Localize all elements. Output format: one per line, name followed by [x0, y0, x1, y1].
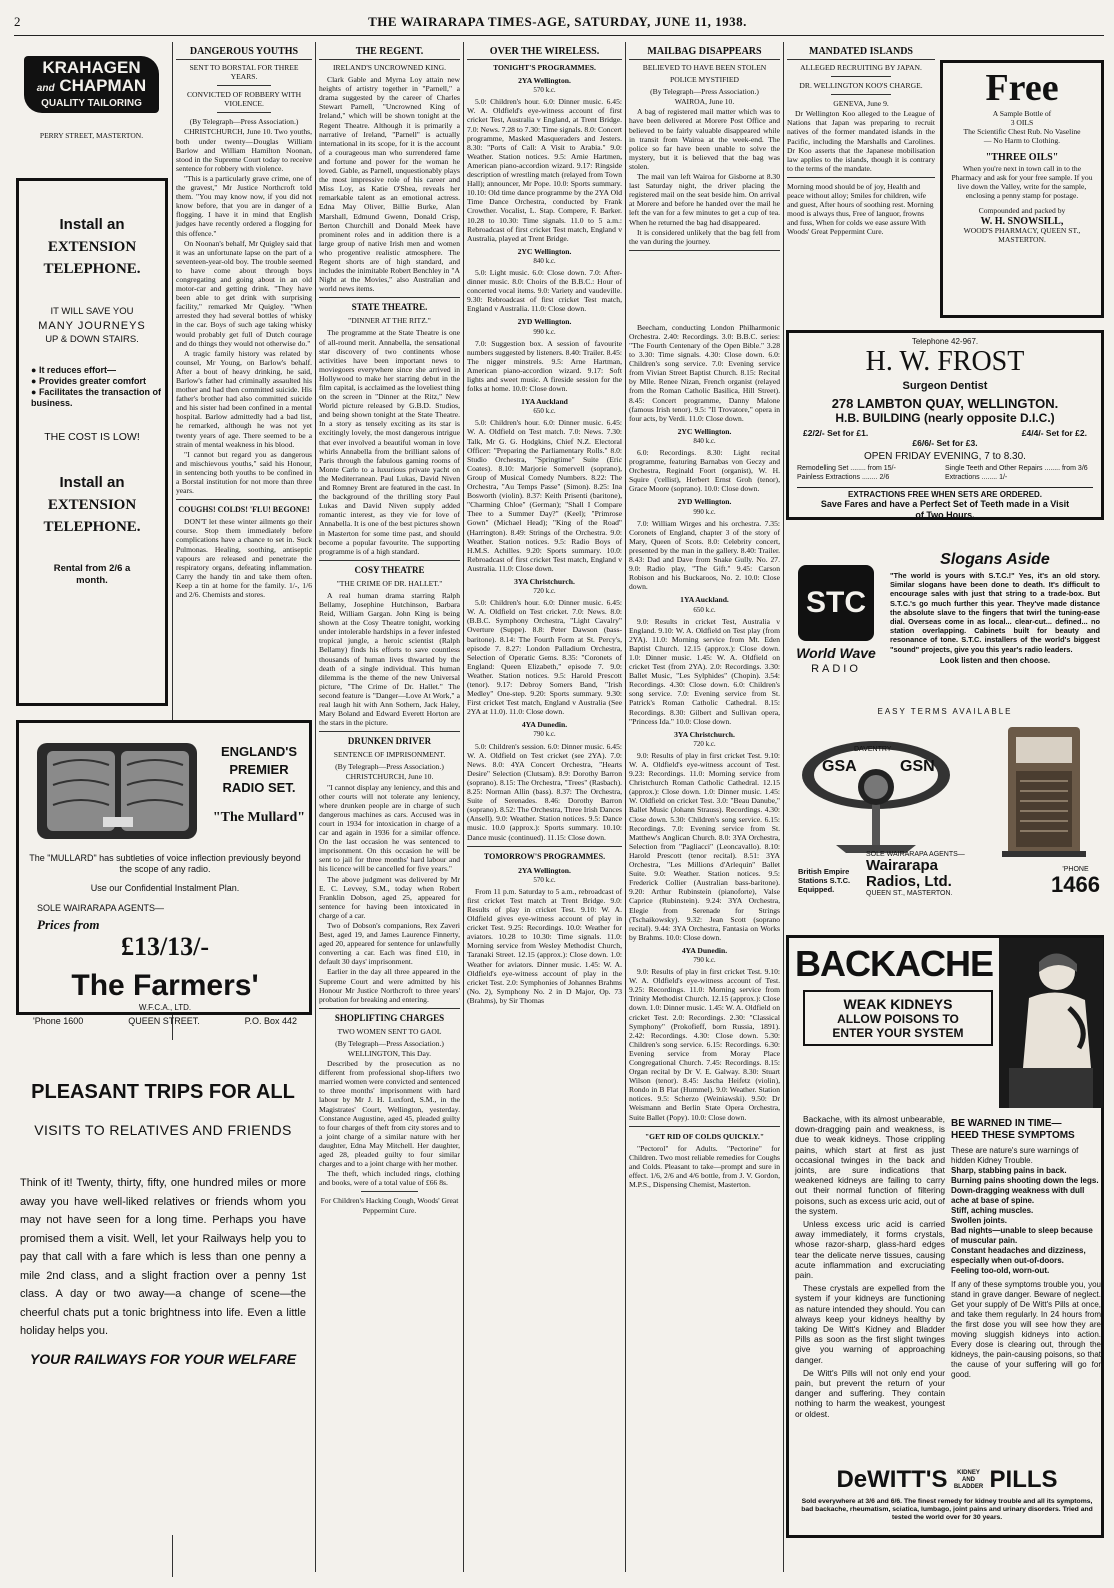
station-frequency: 650 k.c. — [533, 407, 556, 416]
subhead: TONIGHT'S PROGRAMMES. — [493, 63, 596, 72]
headline-mailbag-disappears: MAILBAG DISAPPEARS — [629, 46, 780, 60]
gsn-label: GSN — [900, 758, 935, 775]
article-paragraph: CHRISTCHURCH, June 10. Two youths, both under twenty—Douglas William Barlow and William Hamilton Noonan, stood in the Supreme Court today to receive sentence for robbery with violence. — [176, 127, 312, 173]
dateline: WELLINGTON, This Day. — [347, 1049, 432, 1058]
station-name: 1YA Auckland. — [680, 595, 729, 605]
article-paragraph: "I cannot but regard you as dangerous and mischievous youths," said his Honour, in sentencing both youths to be confined in a Borstal institution for not more than three years. — [176, 449, 312, 496]
extension-text: EXTENSION — [47, 239, 137, 255]
headline-over-the-wireless: OVER THE WIRELESS. — [467, 46, 622, 60]
page-number: 2 — [14, 14, 21, 29]
bullet-facilitates: ● Facilitates the transaction of business. — [31, 387, 161, 408]
look-listen-text: Look listen and then choose. — [939, 655, 1051, 665]
pectorol-ad-text: "Pectorol" for Adults. "Pectorine" for Children. Two most reliable remedies for Coughs and Colds. Pleasant to take—prompt and sure in effect. 1/6, 2/6 and 4/6 bottle, from J. V. Gordon, M.P.S., Dispensing Chemist, Masterton. — [629, 1143, 780, 1190]
headline-regent: THE REGENT. — [319, 46, 460, 60]
frost-open-hours: OPEN FRIDAY EVENING, 7 to 8.30. — [864, 451, 1026, 462]
radio-set-text: RADIO SET. — [222, 780, 296, 795]
stc-phone-number: 1466 — [1051, 872, 1100, 897]
station-frequency: 720 k.c. — [533, 587, 556, 596]
headline-drunken-driver: DRUNKEN DRIVER — [347, 736, 432, 747]
farmers-phone: 'Phone 1600 — [33, 1016, 84, 1026]
column-mailbag — [629, 42, 780, 1552]
article-paragraph: A bag of registered mail matter which was to have been delivered at Morere Post Office and believed to be fairly valuable disappeared while in transit from Wairoa at the week-end. The police so far have been unable to solve the mystery, but it is believed that the bag was stolen. — [629, 107, 780, 171]
symptom: Bad nights—unable to sleep because of muscular pain. — [951, 1226, 1093, 1245]
dewitts-brand: DeWITT'S — [836, 1466, 948, 1493]
subhead: "THE CRIME OF DR. HALLET." — [336, 578, 443, 588]
stc-body: "The world is yours with S.T.C.!" Yes, it's an old story. Similar slogans have been done to death. It's difficult to encourage sales with just that string to a trade-box. But S.T.C.'s go much further this year. They've made distance the absolute slave to the fingers that twirl the tuning-ease dial. Overseas come in as local... clear-cut... defined... no station overlapping. Cabinets built for beauty and resonance of tone. S.T.C. installers of the world's biggest "sound" projects, give you this year's radio leaders. — [890, 571, 1100, 654]
stc-microphone-illustration — [796, 725, 976, 860]
stc-agents: SOLE WAIRARAPA AGENTS— — [866, 851, 965, 858]
frost-ad-box — [786, 330, 1104, 520]
gsa-label: GSA — [822, 758, 857, 775]
instalment-plan-text: Use our Confidential Instalment Plan. — [90, 883, 240, 893]
column-dangerous-youths — [176, 42, 312, 662]
subhead: DR. WELLINGTON KOO'S CHARGE. — [799, 81, 923, 91]
frost-role: Surgeon Dentist — [902, 380, 988, 392]
visits-subtitle: VISITS TO RELATIVES AND FRIENDS — [34, 1122, 292, 1138]
frost-save-fares: Save Fares and have a Perfect Set of Teeth made in a Visit of Two Hours. — [820, 499, 1070, 520]
station-name: 2YC Wellington. — [677, 426, 732, 436]
dateline: CHRISTCHURCH, June 10. — [345, 772, 434, 782]
station-frequency: 790 k.c. — [693, 955, 716, 964]
subhead: ALLEGED RECRUITING BY JAPAN. — [800, 63, 922, 72]
price-set-2: £4/4/- Set for £2. — [1021, 428, 1087, 438]
article-paragraph: The programme at the State Theatre is one of all-round merit. Annabella, the sensational star discovery of two continents whose activities have been important news to moviegoers everywhere since she arrived in Hollywood to make her starring debut in the film capital, is acclaimed as the loveliest thing on the screen in "Dinner at the Ritz," New World picture released by G.B.D. Studios, and being shown tonight at the State Theatre. In a story as tensely exciting as its star is excitingly lovely, the most dangerous intrigue that ever involved a beautiful woman in love whirls Annabella from the brilliant salons of Paris through the fabulous gaming rooms of Monte Carlo to a luxurious private yacht on the Mediterranean. Paul Lukas, David Niven and Romney Brent are featured in the cast. In the background of the thrilling story Paul Lukas and David Niven supply added romantic interest, as they vie for love of Annabella. It is one of the best pictures shown in Masterton for some time past, and should become a popular favourite. The supporting programme is of a high standard. — [319, 328, 460, 556]
station-frequency: 570 k.c. — [533, 86, 556, 95]
install-an-text: Install an — [59, 216, 125, 233]
free-body: When you're next in town call in to the Pharmacy and ask for your free sample. If you live down the Valley, write for the sample, enclosing a penny stamp for postage. — [951, 164, 1093, 200]
column-entertainments — [319, 42, 460, 1552]
railways-ad — [14, 1040, 312, 1535]
empire-stations-text: British Empire Stations S.T.C. Equipped. — [798, 867, 851, 894]
station-frequency: 570 k.c. — [533, 875, 556, 884]
byline: (By Telegraph—Press Association.) — [189, 117, 299, 127]
snowsill-name: W. H. SNOWSILL, — [980, 216, 1064, 227]
save-you-text: IT WILL SAVE YOU — [50, 306, 134, 317]
wfca-text: W.F.C.A., LTD. — [138, 1003, 192, 1012]
dewitt-paragraph: Unless excess uric acid is carried away immediately, it forms crystals, whose razor-sharp, glass-hard edges tear the delicate nerve tissues, causing acute inflammation and excruciating pain. — [795, 1219, 945, 1281]
subhead: CONVICTED OF ROBBERY WITH VIOLENCE. — [186, 90, 302, 109]
headline-mandated-islands: MANDATED ISLANDS — [787, 46, 935, 60]
stc-logo — [798, 565, 874, 641]
kidney-warning-box — [803, 990, 993, 1046]
daventry-label: DAVENTRY — [854, 746, 892, 753]
pills-text: PILLS — [989, 1466, 1058, 1493]
headline-shoplifting: SHOPLIFTING CHARGES — [334, 1012, 445, 1023]
headline-tomorrows-programmes: TOMORROW'S PROGRAMMES. — [483, 851, 606, 861]
chapman-name: CHAPMAN — [59, 76, 147, 95]
programme-listing: 5.0: Children's hour. 6.0: Dinner music. 6.45: W. A. Oldfield on Test match. 7.0: News. 7.30: Talk, Mr G. G. Hodgkins, Chief N.Z. Electoral Officer: "Preparing the Parliamentary Rolls." 8.0: Studio Orchestra, "Springtime" Suite (Eric Coates). 8.10: Marjorie Somervell (soprano), Group of Musical Comedy Numbers. 8.22: The Orchestra, "Au Temps Passe" (Simon). 8.25: Ina Bosworth (violin). 8.37: Keith Prisenti (baritone), "Charming Chloe" (German); "Shall I Compare Thee to a Summer Day?" (Keel); "Primrose Gown" (Michael Head); "King of the Road" (Harrington). 8.49: Strings of the Orchestra. 9.0: Weather. Station notices. 9.5: Radio Boys of H.M.S. Achilles. 9.20: Sports summary. 10.0: Rebroadcast of first cricket Test match, England v Australia. 11.0: Close down. — [467, 418, 622, 573]
article-paragraph: A real human drama starring Ralph Bellamy, Josephine Hutchinson, Barbara Reid, William Gargan. John King is being shown at the Cosy Theatre tonight, working under intolerable hardships in a fever infested tropical jungle, a heroic scientist (Ralph Bellamy) finds his efforts to save countless thousands of human lives thwarted by the death of a single individual. This human dilemma is the theme of the new Universal picture, "The Crime of Dr. Hallet." The second feature is "Danger—Love At Work," a real laugh hit with Ann Sothern, Jack Haley, Mary Boland and Edward Everett Horton are the stars in the picture. — [319, 590, 460, 728]
subhead: "DINNER AT THE RITZ." — [348, 316, 431, 326]
programme-listing: From 11 p.m. Saturday to 5 a.m., rebroadcast of first cricket Test match at Trent Bridge. 9.0: Results of play in cricket Test. 9.10: W. A. Oldfield gives eye-witness account of play in cricket Test. 9.25: Recordings. 10.0: Weather for aviators. 10.28 to 10.30: Time signals. 11.0: Morning service from Wesley Methodist Church, Taranaki Street. 12.15 (approx.): Close down. 1.0: Weather for aviators. Dinner music. 1.45: W. A. Oldfield's eye-witness account of play in the cricket Test. 2.0: Symphonies of Johannes Brahms (No. 2), Symphony No. 2 in D Major, Op. 73 (Brahms), by Sir Thomas — [467, 886, 622, 1005]
sample-bottle-text: A Sample Bottle of — [992, 109, 1052, 118]
rental-text: Rental from 2/6 a month. — [53, 563, 131, 586]
programme-listing: 6.0: Recordings. 8.30: Light recital programme, featuring Barnabas von Geczy and Orchestra, Reginald Foort (organist), W. H. Squire ('cellist), Herbert Ernst Groh (tenor), Grace Moore (soprano). 10.0: Close down. — [629, 448, 780, 494]
station-name: 2YC Wellington. — [517, 246, 572, 256]
station-frequency: 720 k.c. — [693, 739, 716, 748]
station-name: 2YD Wellington. — [517, 317, 572, 327]
dewitt-footer: Sold everywhere at 3/6 and 6/6. The finest remedy for kidney trouble and all its symptoms, bad backache, rheumatism, sciatica, lumbago, joint pains and urinary disorders. Tried and tested the world over for 30 years. — [801, 1498, 1093, 1521]
prices-from-text: Prices from — [37, 917, 100, 932]
subhead: TWO WOMEN SENT TO GAOL — [337, 1026, 442, 1036]
subhead: BELIEVED TO HAVE BEEN STOLEN — [642, 63, 767, 72]
article-paragraph: Described by the prosecution as no different from professional shop-lifters two married women were convicted and sentenced to three months' imprisonment with hard labour by Mr J. H. Luxford, S.M., in the Magistrates' Court, Wellington, yesterday. Constance Augustine, aged 45, pleaded guilty to four charges of theft from city stores and to a joint charge of a similar nature with her daughter, Edna May Mitchell. Her daughter, aged 28, pleaded guilty to four similar charges and to a joint charge with her mother. — [319, 1059, 460, 1169]
dateline: WAIROA, June 10. — [674, 97, 735, 107]
programme-listing: 9.0: Results of play in first cricket Test. 9.10: W. A. Oldfield's eye-witness account of Test. 9.23: Recordings. 11.0: Morning service from Christchurch Roman Catholic Cathedral. 12.15 (approx.): Close down. 1.0: Dinner music. 1.45: W. Oldfield on cricket Test. 3.0: "Beau Danube," Ballet Music (Johann Strauss). Recordings. 4.30: Close down. 5.30: Children's song service. 6.15: Recordings. 7.0: Evening service from St. Matthew's Anglican Church. 8.0: 3YA Orchestra, Selection from "Pagliacci" (Leoncavallo). 8.10: Harold Prescott (tenor recital). 8.51: 3YA Orchestra, "Les Millions d'Arlequin" Ballet Suite. 9.0: Weather. Station notices. 9.5: Frederick Collier (Australian bass-baritone). 9.20: Arthur Rubinstein (pianoforte), Valse Caprice (Rubinstein). 9.24: 3YA Orchestra, Elegie from Serenade for Strings (Tschaikowsky). 9.32: Jean Scott (soprano recital). 9.44: 3YA Orchestra, Fantasia on Works by Brahms. 10.0: Close down. — [629, 750, 780, 942]
subhead: IRELAND'S UNCROWNED KING. — [333, 63, 446, 72]
symptom: Constant headaches and dizziness, especially when out-of-doors. — [951, 1246, 1086, 1265]
frost-name: H. W. FROST — [865, 346, 1025, 377]
subhead: SENT TO BORSTAL FOR THREE YEARS. — [189, 63, 299, 82]
frost-building: H.B. BUILDING (nearly opposite D.I.C.) — [835, 411, 1055, 425]
byline: (By Telegraph—Press Association.) — [335, 762, 444, 772]
article-paragraph: A tragic family history was related by counsel, Mr Young, on Barlow's behalf. After a bout of heavy drinking, he said, Barlow's father had criminally assaulted his mother and had then committed suicide. His father's brother had also committed suicide and his sister had been confined in a mental hospital. Barlow admittedly had a bad list, he remarked, although he was not yet twenty years of age. There seemed to be a strain of mental weakness in his blood. — [176, 348, 312, 449]
station-name: 2YA Wellington. — [518, 865, 571, 875]
bullet-reduces-effort: ● It reduces effort— — [31, 365, 116, 375]
station-name: 2YA Wellington. — [518, 76, 571, 86]
cost-is-low-text: THE COST IS LOW! — [44, 431, 140, 443]
price-set-1: £2/2/- Set for £1. — [803, 428, 869, 438]
article-paragraph: Clark Gable and Myrna Loy attain new heights of artistry together in "Parnell," a drama suggested by the career of Charles Stewart Parnell, "Uncrowned King of Ireland," which will be shown tonight at the Regent Theatre. Although it is primarily a narrative of Ireland, "Parnell" is actually international in its scope, for it is the account of a courageous man who surrendered fame and fortune and power for the woman he loved. Gable, as Parnell, unquestionably plays the most impressive role of his career and Miss Loy, as Katie O'Shea, reveals her remarkable talent as an emotional actress. Edna May Oliver, Billie Burke, Alan Marshall, Edmund Gwenn, Donald Crisp, Berton Churchill and Donald Meek have prominent roles and in addition there is a large group of native Irish men and women who progentive realistic atmosphere. The Regent shorts are of high standard, and includes the inimitable Robert Benchley in "A Night at the Movies," also Australian and world news items. — [319, 75, 460, 294]
programme-listing: 9.0: Results of play in first cricket Test. 9.10: W. A. Oldfield's eye-witness account of Test. 9.25: Recordings. 11.0: Morning service from Trinity Methodist Church. 12.15 (approx.): Close down. 1.0: Dinner music. 1.45: W. A. Oldfield on cricket Test. 2.0: Recordings. 2.30: "Classical Symphony" (Prokofieff, born Russia, 1891). 2.42: Recordings. 4.30: Close down. 5.30: Children's song service. 6.15: Recordings. 6.30: Evening service from Moray Place Congregational Church. 7.45: Recordings. 8.15: Organ recital by Dr V. E. Galway. 8.30: Stuart Wilson (tenor). 8.45: Jascha Heifetz (violin), Rondo in B Flat (Hummel). 9.0: Weather. Station notices. 9.5: Scherzo (Weiniawski). 9.50: Dr Weismann and Berlin State Opera Orchestra, Suite Ballet (Popy). 10.0: Close down. — [629, 967, 780, 1122]
dewitts-pills-ad — [786, 935, 1104, 1538]
column-rule — [625, 42, 626, 1572]
radio-text: RADIO — [811, 663, 861, 675]
compounded-by-text: Compounded and packed by — [978, 206, 1066, 215]
telephone-text-2: TELEPHONE. — [43, 519, 141, 535]
article-paragraph: On Noonan's behalf, Mr Quigley said that it was an unfortunate lapse on the part of a seventeen-year-old boy. The trouble seemed to have come about through boys congregating and going about in an old motor-car and getting drink. "They have been able to get drink with surprising facility," remarked Mr Quigley. "When arrested they had several bottles of whisky in the car. Boys of such age taking whisky would probably get full of Dutch courage and do things they would not otherwise do." — [176, 238, 312, 348]
slogans-aside-title: Slogans Aside — [940, 551, 1050, 568]
programme-listing: 5.0: Children's hour. 6.0: Dinner music. 6.45: W. A. Oldfield on Test cricket. 7.0: News. 8.0: (B.B.C. Symphony Orchestra, "Light Cavalry" Overture (Suppe). 8.8: Peter Dawson (bass-baritone). 8.14: The Fourth Form at St. Percy's, episode 7. 8.27: London Palladium Orchestra, Selection of Operatic Gems. 8.35: "Coronets of England: Queen Elizabeth," episode 7. 9.0: Weather. Station notices. 9.5: Harold Prescott (tenor). 9.17: Debroy Somers Band, "Irish Medley" One-step. 9.20: Sports summary. 9.30: First cricket Test match, England v Australia (See 2YA at 11.0). 11.0: Close down. — [467, 598, 622, 717]
subhead: POLICE MYSTIFIED — [670, 75, 739, 85]
station-frequency: 790 k.c. — [533, 730, 556, 739]
byline: (By Telegraph—Press Association.) — [650, 87, 759, 97]
symptom: Sharp, stabbing pains in back. — [951, 1166, 1067, 1175]
allow-poisons: ALLOW POISONS TO — [837, 1012, 959, 1026]
frost-address: 278 LAMBTON QUAY, WELLINGTON. — [831, 396, 1059, 411]
pulmonas-ad-text: DON'T let these winter ailments go their course. Stop them immediately before complications have a chance to set in. Suck Pulmonas. Healing, soothing, antiseptic vapours are released and penetrate the respiratory organs, defeating inflammation. Carry the handy tin and take them often. Keep a tin at home for the family. 1/-, 1/6 and 2/6. Chemists and stores. — [176, 517, 312, 599]
install-an-text-2: Install an — [59, 474, 125, 491]
symptom: Stiff, aching muscles. — [951, 1206, 1034, 1215]
station-name: 4YA Dunedin. — [681, 945, 728, 955]
mullard-description: The "MULLARD" has subtleties of voice inflection previously beyond the scope of any radio. — [29, 853, 301, 874]
warnings-intro: These are nature's sure warnings of hidden Kidney Trouble. — [951, 1146, 1079, 1165]
krahagen-address: PERRY STREET, MASTERTON. — [39, 131, 144, 140]
dewitt-tail: If any of these symptoms trouble you, you stand in grave danger. Beware of neglect. Get your supply of De Witt's Pills at once, and take them regularly. In 24 hours from the first dose you will see how they are moving sluggish kidneys into action. Every dose is clearing out, through the kidneys, the pain-causing poisons, so that the cause of your suffering will go for good. — [951, 1280, 1101, 1379]
three-oils-free-ad — [940, 60, 1104, 318]
telephone-text: TELEPHONE. — [43, 261, 141, 277]
wairarapa-radios: Wairarapa — [866, 857, 938, 874]
sole-agents-text: SOLE WAIRARAPA AGENTS— — [37, 903, 165, 913]
krahagen-chapman-ad — [14, 44, 169, 152]
railways-slogan: YOUR RAILWAYS FOR YOUR WELFARE — [29, 1350, 297, 1367]
station-name: 1YA Auckland — [521, 397, 568, 407]
backache-headline: BACKACHE — [795, 943, 993, 984]
extractions-free: EXTRACTIONS FREE WHEN SETS ARE ORDERED. — [797, 487, 1093, 499]
article-paragraph: Earlier in the day all three appeared in the Supreme Court and were admitted by his Honour Mr Justice Northcroft to three years' probation for breaking and entering. — [319, 967, 460, 1004]
programme-listing: Beecham, conducting London Philharmonic Orchestra. 2.40: Recordings. 3.0: B.B.C. series: "The Fourth Centenary of the Open Bible." 3.28 to 3.30: Time signals. 4.30: Close down. 6.0: Children's song service. 7.0: Evening service from Vivian Street Baptist Church. 8.15: Recital by Mlle. Renee Nizan, French organist (relayed from the Roman Catholic Basilica, Hill Street). 8.45: Concert programme, Danny Malone (famous Irish tenor). 9.5: "Il Trovatore," opera in four acts, by Verdi. 11.0: Close down. — [629, 322, 780, 423]
byline: (By Telegraph—Press Association.) — [335, 1038, 444, 1048]
free-big-text: Free — [985, 67, 1059, 109]
column-wireless — [467, 42, 622, 1552]
symptom: Feeling too-old, worn-out. — [951, 1266, 1050, 1275]
repair-price: Remodelling Set ........ from 15/- — [797, 465, 896, 472]
englands-text: ENGLAND'S — [220, 744, 298, 759]
symptom: Burning pains shooting down the legs. — [951, 1176, 1099, 1185]
farmers-street: QUEEN STREET. — [128, 1016, 200, 1026]
and-script: and — [36, 83, 55, 94]
repair-price: Painless Extractions ........ 2/6 — [797, 474, 890, 481]
column-rule — [783, 42, 784, 1572]
many-journeys-text: MANY JOURNEYS — [38, 320, 146, 332]
article-paragraph: "This is a particularly grave crime, one of the gravest," Mr Justice Northcroft told them. "You may know now, if you did not know before, that you are in danger of a flogging. I have it in mind that English judges have recently ordered a flogging for this offence." — [176, 173, 312, 238]
three-oils-heading: "THREE OILS" — [985, 152, 1059, 163]
station-name: 2YD Wellington. — [677, 497, 732, 507]
dewitt-paragraph: De Witt's Pills will not only end your pain, but prevent the return of your danger and suffering. They contain nothing to harm the weakest, youngest or oldest. — [795, 1367, 945, 1419]
station-frequency: 650 k.c. — [693, 605, 716, 614]
three-oils-small: 3 OILS — [1010, 118, 1034, 127]
headline-cosy-theatre: COSY THEATRE — [354, 564, 425, 575]
subhead: SENTENCE OF IMPRISONMENT. — [333, 750, 446, 760]
enter-system: ENTER YOUR SYSTEM — [832, 1026, 964, 1040]
phone-label: 'PHONE — [1062, 866, 1089, 873]
article-paragraph: Dr Wellington Koo alleged to the League of Nations that Japan was preparing to recruit natives of the former mandated islands in the Pacific, including the Marshalls and Carolines. Dr Koo asserts that the Japanese mobilisation law applies to the islands, though it is contrary to the terms of the mandate. — [787, 109, 935, 173]
mullard-radio-ad — [16, 720, 312, 1026]
pleasant-trips-title: PLEASANT TRIPS FOR ALL — [31, 1081, 295, 1103]
quality-tailoring: QUALITY TAILORING — [41, 98, 142, 109]
headline-get-rid-of-colds: "GET RID OF COLDS QUICKLY." — [644, 1131, 765, 1141]
stc-logo-text: STC — [806, 586, 866, 619]
article-paragraph: Two of Dobson's companions, Rex Zaveri Best, aged 19, and James Laurence Finnerty, aged 20, appeared for sentence for unlawfully converting a car. Each was fined £10, in default 30 days' imprisonment. — [319, 920, 460, 967]
heed-symptoms: HEED THESE SYMPTOMS — [951, 1130, 1075, 1141]
column-rule — [315, 42, 316, 1572]
programme-listing: 5.0: Light music. 6.0: Close down. 7.0: After-dinner music. 8.0: Choirs of the B.B.C.: Hour of concerted vocal items. 9.0: Variety and vaudeville. 9.30: Rebroadcast of first cricket Test match, England v Australia. 11.0: Close down. — [467, 267, 622, 314]
free-description: The Scientific Chest Rub. No Vaseline— No Harm to Clothing. — [963, 127, 1081, 145]
farmers-po-box: P.O. Box 442 — [244, 1016, 297, 1026]
article-paragraph: The theft, which included rings, clothing and books, were of a total value of £66 8s. — [319, 1169, 460, 1188]
be-warned: BE WARNED IN TIME— — [951, 1118, 1062, 1129]
station-frequency: 840 k.c. — [693, 436, 716, 445]
dewitt-paragraph: These crystals are expelled from the system if your kidneys are functioning as nature intended they should. You can always keep your kidneys healthy by taking De Witt's Kidney and Bladder Pills as soon as the first slight twinges give you warning of approaching danger. — [795, 1283, 945, 1365]
stc-cabinet-radio-illustration — [994, 721, 1094, 861]
the-farmers-text: The Farmers' — [71, 969, 259, 1002]
krahagen-name: KRAHAGEN — [42, 58, 141, 77]
programme-listing: 7.0: Suggestion box. A session of favourite numbers suggested by listeners. 8.40: Trailer. 8.45: The nigger minstrels. 9.5: Arne Hartman, American piano-accordion wizard. 9.17: Soft lights and sweet music. A fireside session for the folks at home. 10.0: Close down. — [467, 338, 622, 394]
article-paragraph: "I cannot display any leniency, and this and other courts will not tolerate any leniency, where drunken people are in charge of such dangerous machines as cars. Accused was in court in 1934 for intoxication in charge of a car and again in 1936 for a similar offence. On the last occasion he was sentenced to imprisonment. On this occasion he will be sent to jail for three months' hard labour and his licence will be cancelled for five years." — [319, 782, 460, 874]
station-frequency: 840 k.c. — [533, 256, 556, 265]
mullard-radio-illustration — [33, 735, 203, 845]
column-mandated-islands — [787, 42, 935, 332]
dewitt-paragraph: Backache, with its almost unbearable, down-dragging pain and weakness, is due to weak kidneys. Those crippling pains, which start at first as just occasional twinges in the back and joints, are sure indications that weakened kidneys are failing to carry out their normal function of filtering poisons, such as excess uric acid, out of the system. — [795, 1114, 945, 1216]
up-down-stairs-text: UP & DOWN STAIRS. — [45, 334, 139, 345]
headline-coughs-colds: COUGHS! COLDS! 'FLU! BEGONE! — [178, 505, 310, 515]
programme-listing: 9.0: Results in cricket Test, Australia v England. 9.10: W. A. Oldfield on Test play (from 2YA). 11.0: Morning service from Mt. Eden Baptist Church. 12.15 (approx.): Close down. 1.0: Dinner music. 1.45: W. A. Oldfield on cricket Test (from 2YA). 2.0: Recordings. 3.30: Ballet Music, "Les Sylphides" (Chopin). 3.54: Recordings. 4.30: Close down. 6.0: Children's song service. 7.0: Evening service from St. Patrick's Roman Catholic Cathedral. 8.15: Recordings. 8.30: Gilbert and Sullivan opera, "Princess Ida." 10.0: Close down. — [629, 616, 780, 726]
kidney-bladder: KIDNEY AND BLADDER — [953, 1469, 984, 1490]
wairarapa-radios-ltd: Radios, Ltd. — [866, 873, 952, 890]
woods-pharmacy: WOOD'S PHARMACY, QUEEN ST., MASTERTON. — [963, 226, 1081, 244]
programme-listing: 5.0: Children's hour. 6.0: Dinner music. 6.45: W. A. Oldfield's eye-witness account of first cricket Test, Australia v England, at Trent Bridge. 7.0: News. 7.28 to 7.30: Time signals. 8.0: Concert programme, Masked Masqueraders and Jesters. 8.30: "Ports of Call: A Visit to Arabia." 9.0: Weather. Station notices. 9.5: Arnie Hartmen, American piano-accordion wizard. 9.17: Ringside description of wrestling match (relayed from Town Hall); announcer, Mr Pope. 10.0: Sports summary. 10.10: Old time dance programme by the 2YA Old Time Dance Orchestra, conducted by Frank Crowther. Vocalist, L. Stap. Compere, F. Barker. 10.28 to 10.30: Time signals. 11.0 to 5 a.m.: Rebroadcast of first cricket Test match, England v Australia, played at Trent Bridge. — [467, 97, 622, 243]
price-text: £13/13/- — [120, 932, 210, 961]
price-set-3: £6/6/- Set for £3. — [912, 438, 978, 448]
railways-body: Think of it! Twenty, thirty, fifty, one hundred miles or more away you have well-liked relatives or friends whom you may not have seen for a long time. Perhaps you have promised them a visit. Well, let your Railways help you to pay that call with a fare which is less than one penny a mile 2nd class, and a slight fraction over a penny 1st class. A day or two away—a change of scene—the cheerful chats put a tonic brightness into life. Even a little holiday helps you. — [20, 1177, 306, 1337]
programme-listing: 7.0: William Wirges and his orchestra. 7.35: Coronets of England, chapter 3 of the story of Mary, Queen of Scots. 8.0: Celebrity concert, presented by the man in the gallery. 8.40: Trailer. 8.43: Dad and Dave from Snake Gully. No. 27. 9.0: Radio play, "The Gift." 9.45: Carson Robison and his Buckaroos, No. 2. 10.0: Close down. — [629, 518, 780, 592]
station-frequency: 990 k.c. — [533, 327, 556, 336]
extension-telephone-ad — [16, 178, 168, 706]
headline-dangerous-youths: DANGEROUS YOUTHS — [176, 46, 312, 60]
headline-state-theatre: STATE THEATRE. — [351, 302, 428, 313]
repair-price: Extractions ........ 1/- — [945, 474, 1008, 481]
article-paragraph: The above judgment was delivered by Mr E. C. Levvey, S.M., today when Robert Franklin Dobson, aged 25, appeared for sentence for having been intoxicated in charge of a car. — [319, 874, 460, 920]
backache-woman-illustration — [999, 938, 1103, 1108]
bullet-greater-comfort: ● Provides greater comfort — [31, 376, 146, 386]
masthead — [14, 14, 1104, 36]
peppermint-verse: Morning mood should be of joy, Health and peace without alloy; Smiles for children, wife and guest, After hours of soothing rest. Morning mood is always thus, Free of languor, frowns and fuss, When for colds we ease assure With Woods' Great Peppermint Cure. — [787, 181, 934, 237]
article-paragraph: The mail van left Wairoa for Gisborne at 8.30 last Saturday night, the driver placing the registered mail on the seat beside him. On arrival at Morere and before he handed over the mail he left the van for a few minutes to get a cup of tea. When he returned the bag had disappeared. — [629, 172, 780, 227]
dateline: GENEVA, June 9. — [833, 99, 889, 109]
article-paragraph: It is considered unlikely that the bag fell from the van during the journey. — [629, 227, 780, 246]
symptom: Swollen joints. — [951, 1216, 1008, 1225]
premier-text: PREMIER — [229, 762, 289, 777]
weak-kidneys: WEAK KIDNEYS — [843, 996, 953, 1012]
station-name: 4YA Dunedin. — [521, 720, 568, 730]
column-rule — [463, 42, 464, 1572]
station-name: 3YA Christchurch. — [674, 729, 735, 739]
extension-text-2: EXTENSION — [47, 497, 137, 513]
peppermint-cure-note: For Children's Hacking Cough, Woods' Great Peppermint Cure. — [320, 1196, 459, 1215]
the-mullard-text: "The Mullard" — [212, 810, 306, 825]
stc-street: QUEEN ST., MASTERTON. — [866, 890, 953, 897]
newspaper-title: THE WAIRARAPA TIMES-AGE, SATURDAY, JUNE 11, 1938. — [368, 14, 747, 29]
programme-listing: 5.0: Children's session. 6.0: Dinner music. 6.45: W. A. Oldfield on Test cricket (see 2YA). 7.0: News. 8.0: 4YA Concert Orchestra, "Hearts Desire" Selection (Clutsam). 8.9: Dorothy Barron (soprano). 8.15: The Orchestra, "Trees" (Rasbach). 8.25: Norman Allin (bass). 8.37: The Orchestra, Suite of Serenades. 8.46: Dorothy Barron (soprano). 8.52: The Orchestra, Three Irish Dances (Ansell). 9.0: Weather. Station notices. 9.5: Dance music. 10.0 (approx.): Sports summary. 10.10: Dance music (continued). 11.15: Close down. — [467, 741, 622, 842]
symptom: Down-dragging weakness with dull ache at base of spine. — [951, 1186, 1085, 1205]
frost-telephone: Telephone 42-967. — [911, 337, 979, 346]
station-name: 3YA Christchurch. — [514, 576, 575, 586]
world-wave-text: World Wave — [796, 645, 876, 661]
easy-terms-text: EASY TERMS AVAILABLE — [877, 707, 1013, 716]
stc-radio-ad — [786, 545, 1104, 930]
repair-price: Single Teeth and Other Repairs ........ from 3/6 — [945, 465, 1088, 472]
station-frequency: 990 k.c. — [693, 507, 716, 516]
